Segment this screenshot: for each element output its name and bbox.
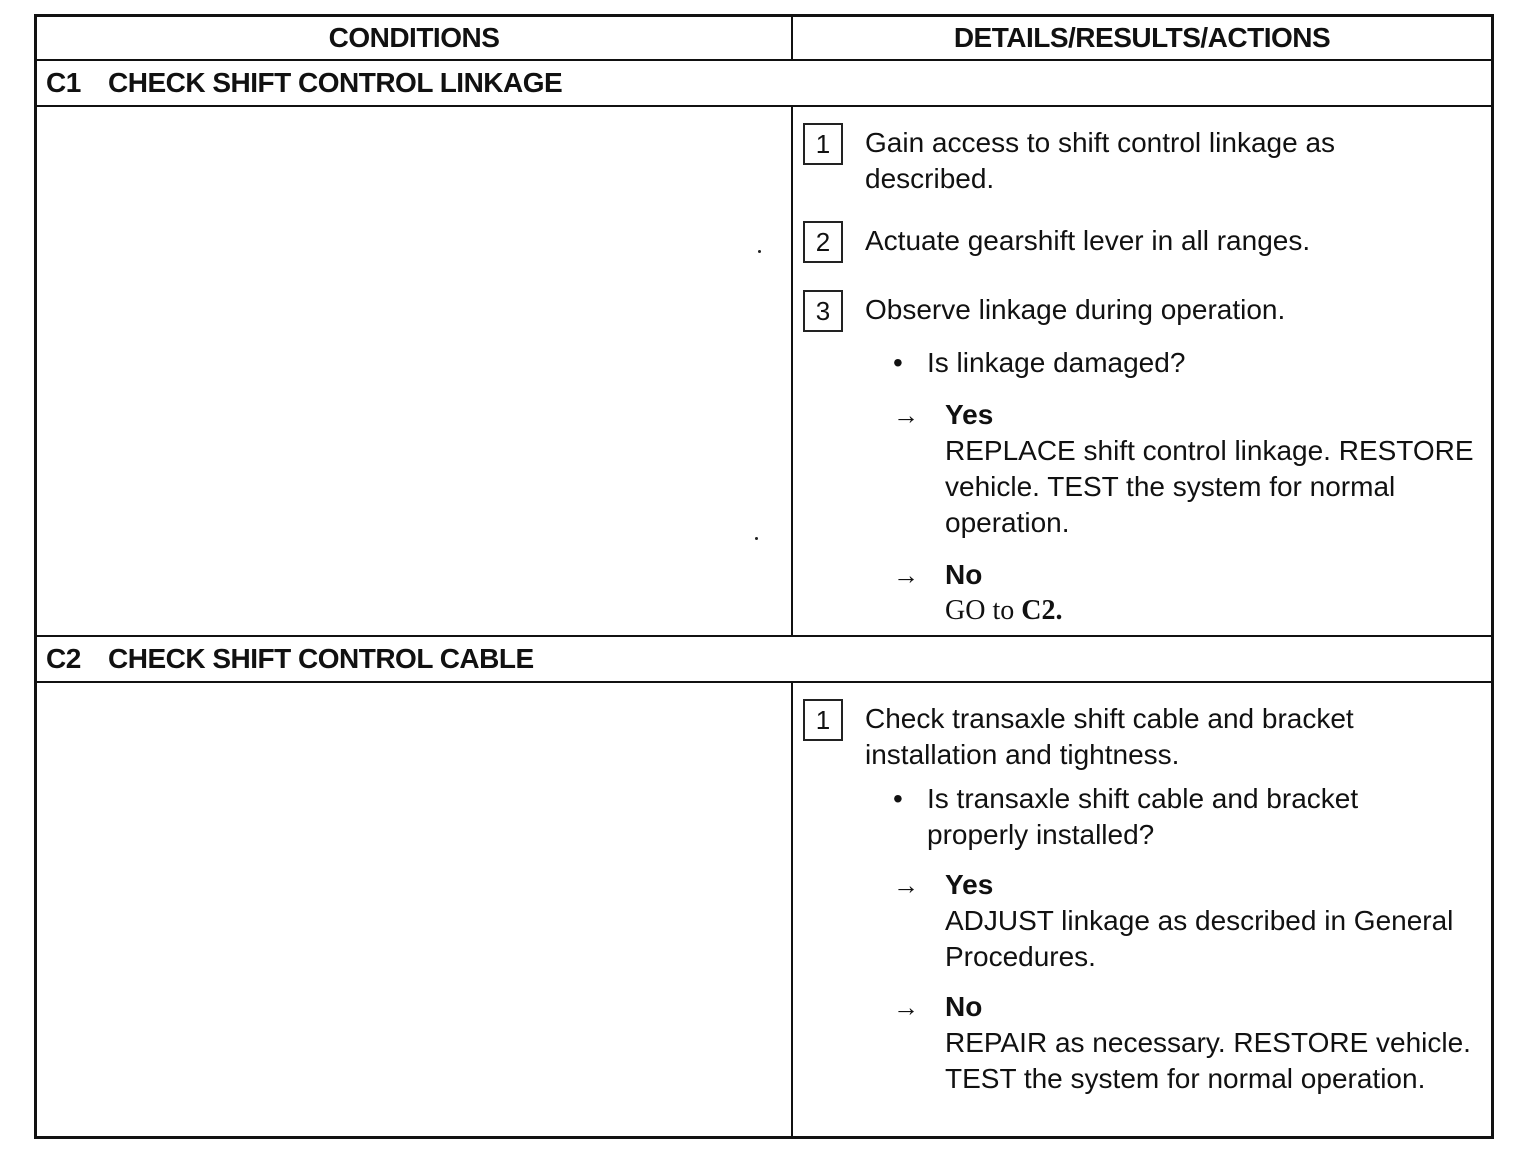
no-branch (893, 989, 1505, 1097)
step-c2-title (37, 637, 1491, 683)
yes-action: ADJUST linkage as described in General Procedures. (945, 905, 1454, 972)
step-id: C1 (46, 67, 81, 98)
step-number-box: 1 (803, 123, 843, 165)
step-text: Gain access to shift control linkage as described. (865, 127, 1336, 194)
step-number-box: 1 (803, 699, 843, 741)
yes-label: Yes (945, 399, 994, 430)
yes-label: Yes (945, 869, 994, 900)
conditions-cell (37, 683, 793, 1136)
yes-branch (893, 397, 1505, 541)
question (889, 781, 1447, 853)
question-text: Is transaxle shift cable and bracket properly installed? (927, 783, 1359, 850)
arrow-right-icon: → (893, 400, 919, 430)
step-text: Observe linkage during operation. (865, 294, 1286, 325)
arrow-right-icon: → (893, 992, 919, 1022)
step-text: Check transaxle shift cable and bracket installation and tightness. (865, 703, 1354, 770)
step-c2-body (37, 683, 1491, 1136)
arrow-right-icon: → (893, 870, 919, 900)
step-title-text: CHECK SHIFT CONTROL CABLE (108, 643, 534, 674)
diagnostic-table (34, 14, 1494, 1139)
no-action: REPAIR as necessary. RESTORE vehicle. TEST the system for normal operation. (945, 1027, 1471, 1094)
bullet-icon: • (893, 347, 903, 378)
go-to-target: C2. (1021, 595, 1063, 626)
step-c1-body (37, 107, 1491, 637)
go-to-text: GO to (945, 595, 1015, 626)
scan-speck (755, 537, 758, 540)
arrow-right-icon: → (893, 560, 919, 590)
step-c1-title (37, 61, 1491, 107)
yes-branch (893, 867, 1505, 975)
table-header (37, 17, 1491, 61)
step-number-box: 2 (803, 221, 843, 263)
step-title-text: CHECK SHIFT CONTROL LINKAGE (108, 67, 563, 98)
no-label: No (945, 559, 983, 590)
conditions-header: CONDITIONS (37, 17, 793, 59)
bullet-icon: • (893, 783, 903, 814)
conditions-cell (37, 107, 793, 635)
question-text: Is linkage damaged? (927, 347, 1186, 378)
action-step (803, 123, 1425, 197)
action-step (803, 221, 1425, 263)
details-header: DETAILS/RESULTS/ACTIONS (953, 22, 1331, 53)
step-number-box: 3 (803, 290, 843, 332)
question (889, 345, 1447, 381)
scan-speck (758, 250, 761, 253)
no-label: No (945, 991, 983, 1022)
details-cell (793, 683, 1491, 1136)
details-cell (793, 107, 1491, 635)
step-id: C2 (46, 643, 81, 674)
step-text: Actuate gearshift lever in all ranges. (865, 225, 1311, 256)
action-step (803, 699, 1425, 773)
yes-action: REPLACE shift control linkage. RESTORE vehicle. TEST the system for normal operation. (945, 435, 1474, 538)
action-step (803, 290, 1425, 332)
no-branch (893, 557, 1505, 629)
no-action (945, 593, 1505, 629)
